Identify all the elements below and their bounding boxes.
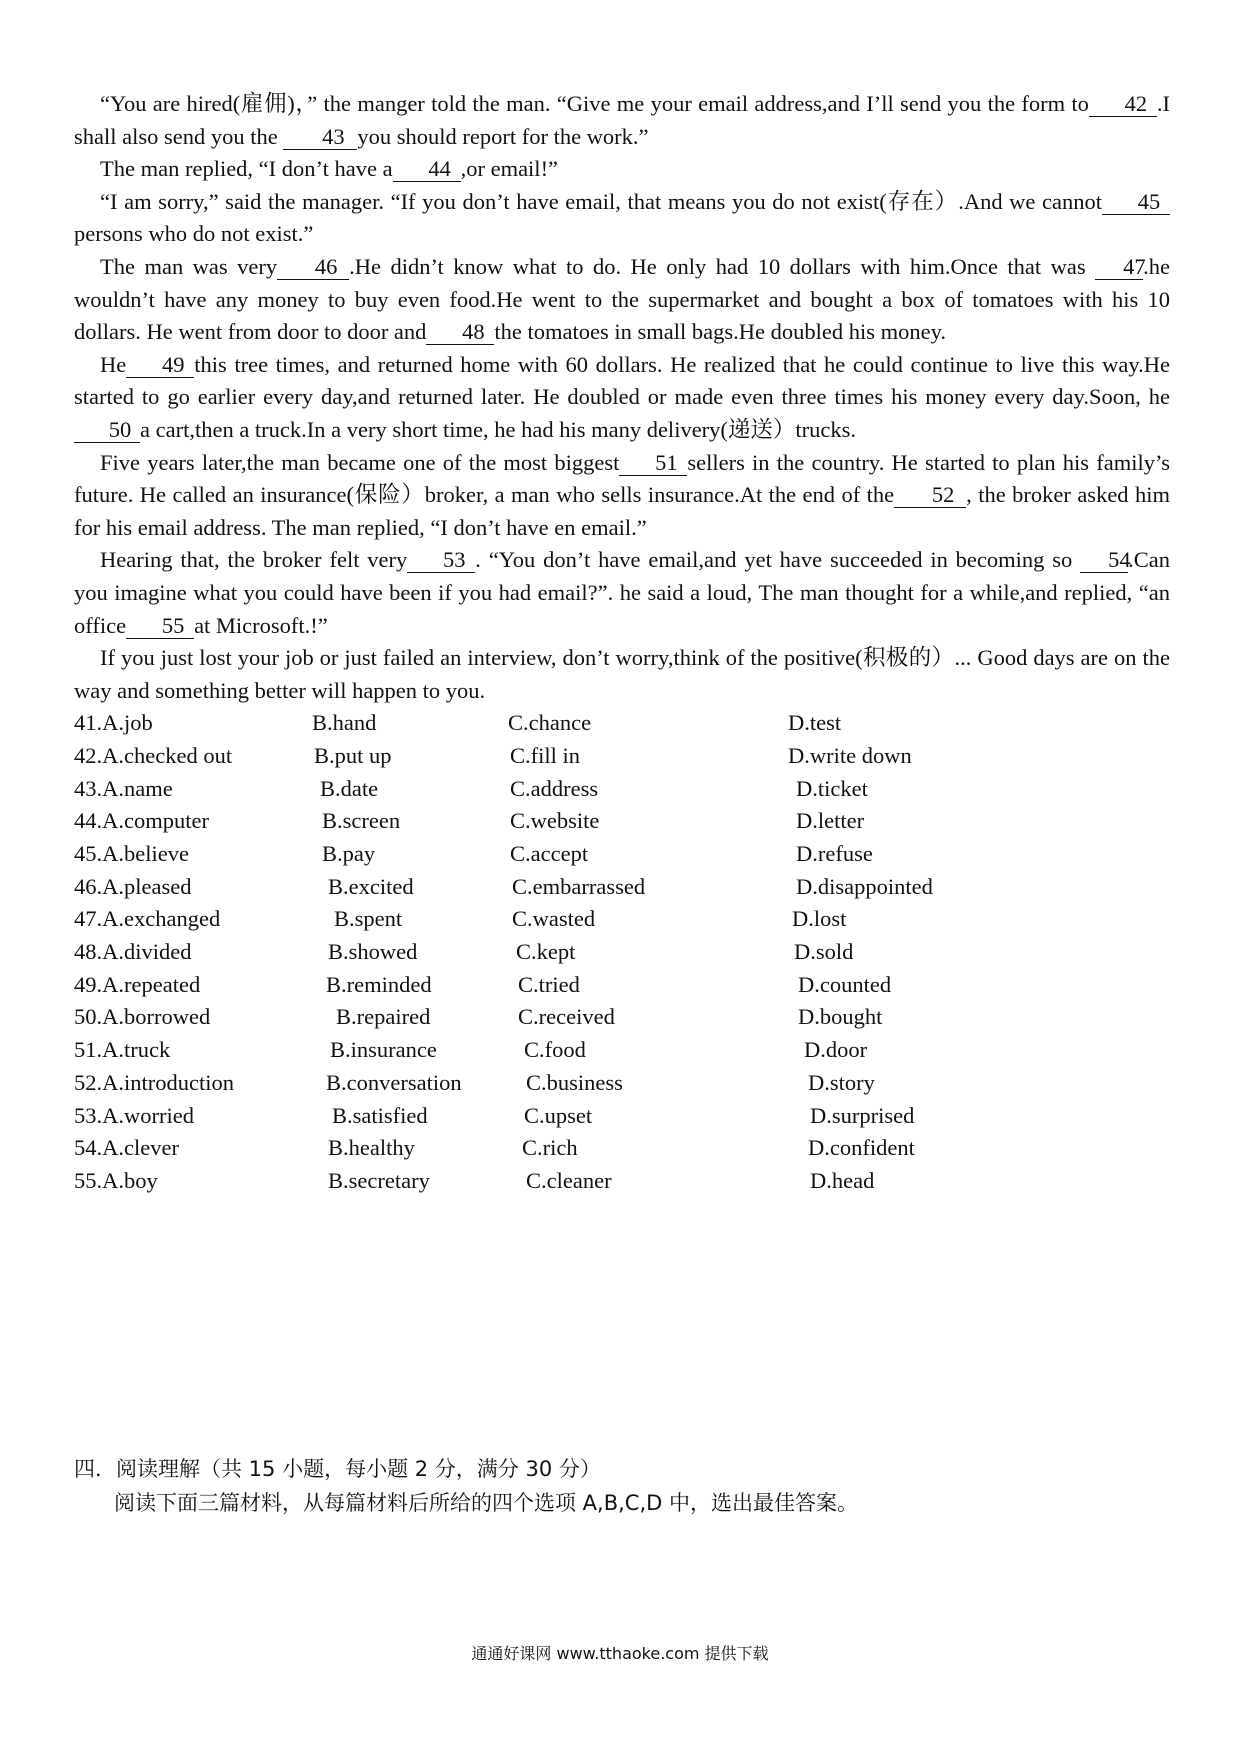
option-a: 46.A.pleased: [74, 873, 192, 899]
blank-47: 47: [1095, 255, 1143, 280]
page-footer: 通通好课网 www.tthaoke.com 提供下载: [471, 1644, 769, 1663]
option-b: B.excited: [328, 873, 414, 899]
section-title: 四．阅读理解（共 15 小题，每小题 2 分，满分 30 分）: [74, 1457, 601, 1481]
option-a: 49.A.repeated: [74, 971, 201, 997]
option-row-55: [74, 1165, 1170, 1198]
option-row-51: [74, 1034, 1170, 1067]
blank-43: 43: [283, 125, 357, 150]
option-row-43: [74, 773, 1170, 806]
passage-paragraph-3: “I am sorry,” said the manager. “If you don’t have email, that means you do not exist(存在）.And we cannot 45persons who do not exist.”: [74, 186, 1170, 251]
passage-paragraph-8: If you just lost your job or just failed an interview, don’t worry,think of the positive(积极的）... Good days are on the way and something better will happen to you.: [74, 645, 1170, 703]
blank-42: 42: [1089, 92, 1157, 117]
cloze-passage: [74, 88, 1170, 1198]
reading-section: [74, 1452, 1174, 1520]
option-c: C.rich: [522, 1135, 578, 1161]
option-row-44: [74, 805, 1170, 838]
option-d: D.sold: [794, 939, 854, 965]
passage-paragraph-5: He 49 this tree times, and returned home with 60 dollars. He realized that he could continue to live this way.He started to go earlier every day,and returned later. He doubled or made even three times his money every day.Soon, he50 a cart,then a truck.In a very short time, he had his many delivery(递送）trucks.: [74, 351, 1170, 442]
option-b: B.pay: [322, 841, 376, 867]
option-row-45: [74, 838, 1170, 871]
option-c: C.food: [524, 1037, 586, 1063]
blank-51: 51: [619, 451, 687, 476]
option-d: D.story: [808, 1069, 875, 1095]
option-a: 51.A.truck: [74, 1037, 171, 1063]
blank-48: 48: [426, 320, 494, 345]
option-d: D.door: [804, 1037, 868, 1063]
option-row-53: [74, 1100, 1170, 1133]
option-c: C.received: [518, 1004, 615, 1030]
option-a: 50.A.borrowed: [74, 1004, 211, 1030]
option-a: 54.A.clever: [74, 1135, 179, 1161]
blank-49: 49: [126, 353, 194, 378]
passage-paragraph-4: The man was very 46 .He didn’t know what to do. He only had 10 dollars with him.Once that was 47.he wouldn’t have any money to buy even food.He went to the supermarket and bought a box of tomatoes with his 10 dollars. He went from door to door and 48 the tomatoes in small bags.He doubled his money.: [74, 253, 1170, 345]
passage-paragraph-1: “You are hired(雇佣)，” the manger told the man. “Give me your email address,and I’ll send you the form to 42 .I shall also send you the 43 you should report for the work.”: [74, 91, 1170, 149]
option-d: D.test: [788, 710, 842, 736]
option-row-54: [74, 1132, 1170, 1165]
option-b: B.date: [320, 775, 379, 801]
option-row-46: [74, 871, 1170, 904]
answer-options: [74, 707, 1170, 1197]
section-instruction: 阅读下面三篇材料，从每篇材料后所给的四个选项 A,B,C,D 中，选出最佳答案。: [114, 1491, 858, 1515]
option-c: C.business: [526, 1069, 623, 1095]
option-d: D.surprised: [810, 1102, 915, 1128]
blank-44: 44: [393, 157, 461, 182]
option-c: C.embarrassed: [512, 873, 646, 899]
option-b: B.repaired: [336, 1004, 431, 1030]
blank-50: 50: [74, 418, 140, 443]
option-c: C.kept: [516, 939, 576, 965]
option-a: 53.A.worried: [74, 1102, 194, 1128]
option-b: B.reminded: [326, 971, 432, 997]
option-c: C.chance: [508, 710, 592, 736]
option-b: B.hand: [312, 710, 377, 736]
option-row-50: [74, 1001, 1170, 1034]
option-d: D.bought: [798, 1004, 883, 1030]
option-row-52: [74, 1067, 1170, 1100]
option-d: D.counted: [798, 971, 892, 997]
option-b: B.healthy: [328, 1135, 415, 1161]
option-d: D.write down: [788, 742, 912, 768]
option-c: C.website: [510, 808, 600, 834]
option-d: D.head: [810, 1167, 875, 1193]
option-c: C.accept: [510, 841, 589, 867]
option-d: D.confident: [808, 1135, 915, 1161]
blank-53: 53: [407, 548, 475, 573]
option-a: 48.A.divided: [74, 939, 192, 965]
option-d: D.disappointed: [796, 873, 933, 899]
option-row-47: [74, 903, 1170, 936]
option-c: C.tried: [518, 971, 580, 997]
option-b: B.showed: [328, 939, 418, 965]
option-c: C.address: [510, 775, 599, 801]
option-d: D.letter: [796, 808, 865, 834]
option-b: B.screen: [322, 808, 401, 834]
option-b: B.spent: [334, 906, 403, 932]
option-c: C.wasted: [512, 906, 596, 932]
option-a: 55.A.boy: [74, 1167, 158, 1193]
option-a: 47.A.exchanged: [74, 906, 221, 932]
blank-52: 52: [894, 483, 966, 508]
passage-paragraph-6: Five years later,the man became one of the most biggest 51 sellers in the country. He started to plan his family’s future. He called an insurance(保险）broker, a man who sells insurance.At the end of the 52 , the broker asked him for his email address. The man replied, “I don’t have en email.”: [74, 449, 1170, 540]
option-b: B.satisfied: [332, 1102, 428, 1128]
passage-paragraph-7: Hearing that, the broker felt very 53 . “You don’t have email,and yet have succeeded in becoming so 54.Can you imagine what you could have been if you had email?”. he said a loud, The man thought for a while,and replied, “an office 55 at Microsoft.!”: [74, 547, 1170, 638]
option-a: 42.A.checked out: [74, 742, 233, 768]
option-row-49: [74, 969, 1170, 1002]
blank-45: 45: [1102, 190, 1170, 215]
option-a: 41.A.job: [74, 710, 153, 736]
option-b: B.put up: [314, 742, 392, 768]
option-row-41: [74, 707, 1170, 740]
option-a: 52.A.introduction: [74, 1069, 234, 1095]
option-c: C.fill in: [510, 742, 581, 768]
option-row-42: [74, 740, 1170, 773]
option-d: D.refuse: [796, 841, 873, 867]
blank-46: 46: [277, 255, 349, 280]
option-c: C.cleaner: [526, 1167, 612, 1193]
option-row-48: [74, 936, 1170, 969]
blank-54: 54: [1080, 548, 1128, 573]
option-b: B.secretary: [328, 1167, 430, 1193]
option-a: 43.A.name: [74, 775, 173, 801]
option-a: 44.A.computer: [74, 808, 209, 834]
option-a: 45.A.believe: [74, 841, 189, 867]
passage-paragraph-2: The man replied, “I don’t have a 44 ,or email!”: [100, 156, 559, 182]
option-b: B.conversation: [326, 1069, 462, 1095]
blank-55: 55: [126, 614, 194, 639]
option-d: D.ticket: [796, 775, 868, 801]
option-d: D.lost: [792, 906, 847, 932]
option-b: B.insurance: [330, 1037, 437, 1063]
option-c: C.upset: [524, 1102, 593, 1128]
